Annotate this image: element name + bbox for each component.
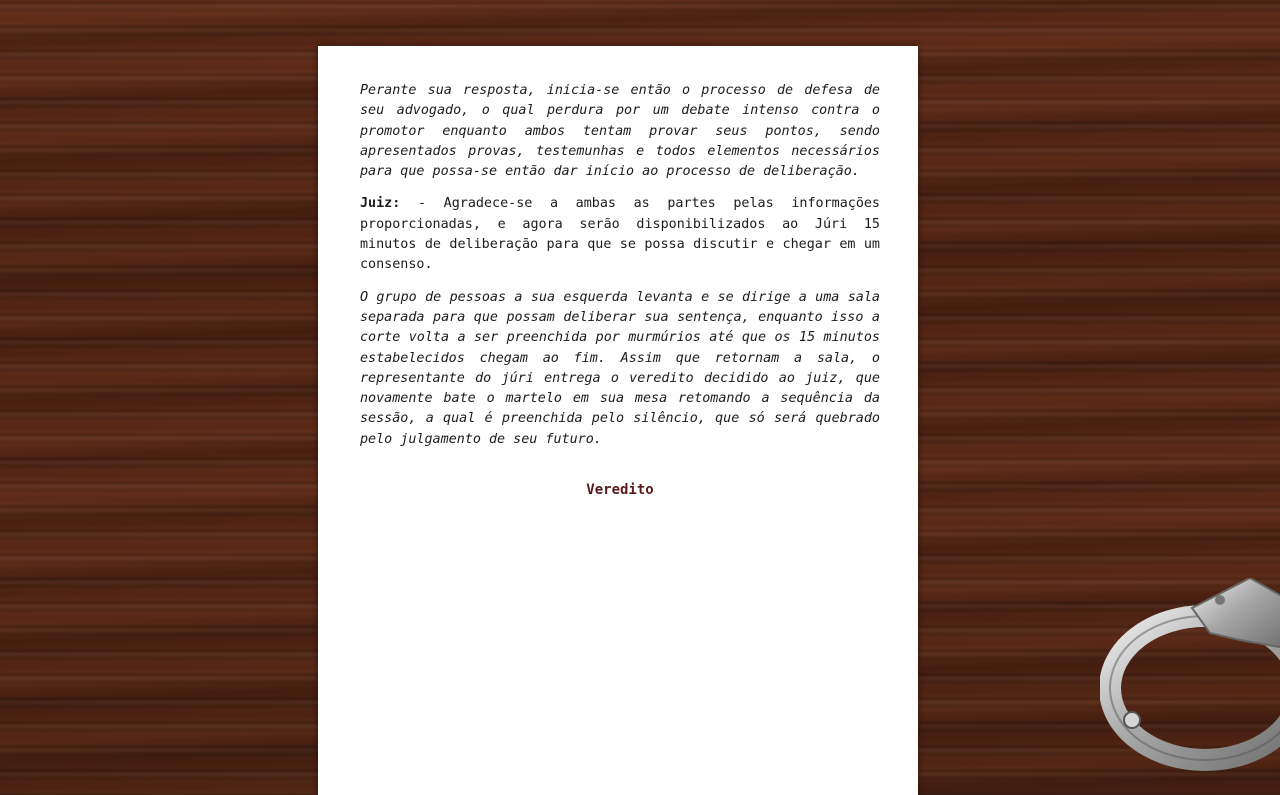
story-text	[360, 81, 880, 500]
dialogue-paragraph	[360, 194, 880, 275]
narration-paragraph-1: Perante sua resposta, inicia-se então o processo de defesa de seu advogado, o qual perdura por um debate intenso contra o promotor enquanto ambos tentam provar seus pontos, sendo apresentados provas, testemunhas e todos elementos necessários para que possa-se então dar início ao processo de deliberação.	[360, 83, 880, 180]
dialogue-text: - Agradece-se a ambas as partes pelas informações proporcionadas, e agora serão disponibilizados ao Júri 15 minutos de deliberação para que se possa discutir e chegar em um consenso.	[360, 196, 880, 273]
section-title: Veredito	[586, 482, 654, 499]
story-page	[318, 46, 918, 795]
narration-paragraph-2: O grupo de pessoas a sua esquerda levanta e se dirige a uma sala separada para que possam deliberar sua sentença, enquanto isso a corte volta a ser preenchida por murmúrios até que os 15 minutos estabelecidos chegam ao fim. Assim que retornam a sala, o representante do júri entrega o veredito decidido ao juiz, que novamente bate o martelo em sua mesa retomando a sequência da sessão, a qual é preenchida pelo silêncio, que só será quebrado pelo julgamento de seu futuro.	[360, 289, 880, 447]
handcuffs-icon	[1100, 578, 1280, 795]
speaker-label: Juiz:	[360, 196, 401, 212]
